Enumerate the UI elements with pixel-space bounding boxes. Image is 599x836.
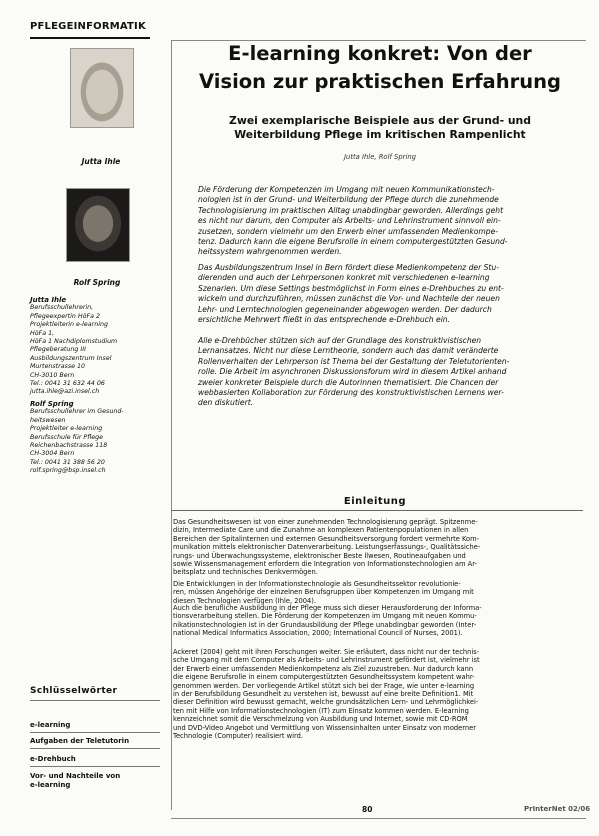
intro-text-line: nologien ist in der Grund- und Weiterbildung der Pflege durch die zunehmende <box>198 195 499 205</box>
intro-text-line: zusetzen, sondern vielmehr um den Erwerb einer umfassenden Medienkompe- <box>198 226 499 236</box>
intro-text-line: webbasierten Kollaboration zur Förderung des konstruktivistischen Lernens wer- <box>198 388 504 398</box>
section-heading: Einleitung <box>343 496 407 507</box>
keyword-divider <box>30 766 160 767</box>
body-paragraph-1 <box>173 518 583 577</box>
intro-text-line: Technologisierung im praktischen Alltag unabdingbar geworden. Allerdings geht <box>198 205 504 215</box>
intro-text-line: wickeln und durchzuführen, müssen zunächst die Vor- und Nachteile der neuen <box>198 294 500 304</box>
article-authors: Jutta Ihle, Rolf Spring <box>344 153 416 161</box>
keyword-item: Vor- und Nachteile von <box>30 772 121 780</box>
article-frame-left <box>171 40 172 810</box>
section-tag: PFLEGEINFORMATIK <box>30 21 146 32</box>
footer-rule <box>171 818 586 819</box>
page-number: 80 <box>362 805 373 814</box>
body-text-line: ren, müssen Angehörige der einzelnen Berufsgruppen über Kompetenzen im Umgang mit <box>173 588 474 597</box>
keyword-divider <box>30 748 160 749</box>
body-text-line: dizin, Intermediate Care und die Zunahme an komplexen Patientenpopulationen in allen <box>173 526 469 535</box>
article-subtitle <box>180 114 580 142</box>
body-text-line: national Medical Informatics Association, 2000; International Council of Nurses, 2001). <box>173 629 463 638</box>
intro-text-line: Die Förderung der Kompetenzen im Umgang mit neuen Kommunikationstech- <box>198 185 495 194</box>
bio-name: Jutta Ihle <box>30 296 67 304</box>
intro-paragraph-1 <box>198 185 582 258</box>
body-text-line: sche Umgang mit dem Computer als Arbeits- und Lehrinstrument gefördert ist, vielmehr ist <box>173 656 480 665</box>
bio-line: Berufsschullehrerin, <box>30 304 94 312</box>
bio-line: Tel.: 0041 31 632 44 06 <box>30 380 105 388</box>
keyword-item: e-learning <box>30 781 71 789</box>
intro-text-line: tenz. Dadurch kann die eigene Berufsrolle in einem computergestützten Gesund- <box>198 237 508 247</box>
body-text-line: ten mit Hilfe von Informationstechnologien (IT) zum Einsatz kommen werden. E-learning <box>173 706 469 715</box>
body-text-line: Bereichen der Spitalinternen und externen Gesundheitsversorgung fordert vermehrte Kom- <box>173 534 480 543</box>
body-text-line: und DVD-Video Angebot und Vermittlung von Wissensinhalten unter Einsatz von moderner <box>173 723 477 732</box>
keyword-divider <box>30 732 160 733</box>
body-text-line: Die Entwicklungen in der Informationstechnologie als Gesundheitssektor revolutionie- <box>173 580 461 588</box>
intro-text-line: Szenarien. Um diese Settings bestmöglichst in Form eines e-Drehbuches zu ent- <box>198 283 504 293</box>
journal-name: PrInterNet 02/06 <box>524 805 591 813</box>
intro-text-line: Alle e-Drehbücher stützen sich auf der Grundlage des konstruktivistischen <box>198 336 482 345</box>
intro-paragraph-2 <box>198 263 582 325</box>
bio-line: Berufsschullehrer im Gesund- <box>30 408 124 416</box>
bio-line: CH-3004 Bern <box>30 450 75 458</box>
bio-line: Murtenstrasse 10 <box>30 363 85 371</box>
bio-line: HöFa 1, <box>30 329 55 337</box>
bio-name: Rolf Spring <box>30 400 74 408</box>
bio-line: Pflegeexpertin HöFa 2 <box>30 312 100 320</box>
body-text-line: nikationstechnologien ist in der Grundausbildung der Pflege unabdingbar geworden (Inter- <box>173 620 477 629</box>
bio-line: jutta.ihle@azi.insel.ch <box>30 388 100 396</box>
article-title <box>180 40 580 96</box>
author-bio-2 <box>30 400 165 476</box>
author-bio-1 <box>30 296 165 397</box>
author-photo-rolf-spring <box>66 188 130 262</box>
bio-line: Projektleiter e-learning <box>30 425 103 433</box>
keywords-rule <box>30 700 160 701</box>
bio-line: HöFa 1 Nachdiplomstudium <box>30 338 118 346</box>
body-text-line: diesen Technologien verfügen (Ihle, 2004). <box>173 596 316 605</box>
body-text-line: genommen werden. Der vorliegende Artikel stützt sich bei der Frage, wie unter e-learning <box>173 681 475 690</box>
body-text-line: munikation mittels elektronischer Datenverarbeitung. Leistungserfassungs-, Qualitätssiche- <box>173 543 481 552</box>
body-text-line: die eigene Berufsrolle in einem computergestützten Gesundheitssystem kompetent wahr- <box>173 673 475 682</box>
intro-text-line: Das Ausbildungszentrum Insel in Bern fördert diese Medienkompetenz der Stu- <box>198 263 499 272</box>
body-paragraph-4 <box>173 648 583 740</box>
subtitle-line-1: Zwei exemplarische Beispiele aus der Grund- und <box>229 114 531 127</box>
body-text-line: rungs- und Überwachungssysteme, elektronischer Beste llwesen, Routineaufgaben und <box>173 551 466 560</box>
photo-caption-2: Rolf Spring <box>73 278 121 287</box>
body-text-line: sowie Wissensmanagement erfordern die Integration von Informationstechnologien am Ar- <box>173 560 477 569</box>
author-photo-jutta-ihle <box>70 48 134 128</box>
section-heading-rule <box>171 510 583 511</box>
section-tag-rule <box>30 37 150 39</box>
body-paragraph-3 <box>173 604 583 638</box>
keyword-item: e-learning <box>30 721 71 729</box>
body-text-line: tionsverarbeitung stellen. Die Förderung der Kompetenzen im Umgang mit neuen Kommu- <box>173 612 477 621</box>
body-text-line: Technologie (Computer) realisiert wird. <box>173 732 304 741</box>
body-text-line: dieser Definition wird bewusst gemacht, welche grundsätzlichen Lern- und Lehrmöglichkei- <box>173 698 479 707</box>
bio-line: CH-3010 Bern <box>30 371 75 379</box>
bio-line: Pflegeberatung III <box>30 346 86 354</box>
intro-text-line: rolle. Die Arbeit im asynchronen Diskussionsforum wird in diesem Artikel anhand <box>198 367 507 377</box>
intro-text-line: dierenden und auch der Lehrpersonen konkret mit verschiedenen e-learning <box>198 273 490 283</box>
body-text-line: Ackeret (2004) geht mit ihren Forschungen weiter. Sie erläutert, dass nicht nur der technis- <box>173 648 480 656</box>
body-text-line: kennzeichnet somit die Verschmelzung von Ausbildung und Internet, sowie mit CD-ROM <box>173 715 468 724</box>
intro-text-line: ersichtliche Mehrwert fließt in das entsprechende e-Drehbuch ein. <box>198 315 451 325</box>
body-text-line: in der Berufsbildung Gesundheit zu verstehen ist, bewusst auf eine breite Definition1. Mit <box>173 690 474 699</box>
body-text-line: beitsplatz und technisches Denkvermögen. <box>173 568 318 577</box>
intro-paragraph-3 <box>198 336 582 409</box>
keyword-item: e-Drehbuch <box>30 755 76 763</box>
keywords-title: Schlüsselwörter <box>30 686 118 696</box>
title-line-2: Vision zur praktischen Erfahrung <box>199 70 561 93</box>
bio-line: rolf.spring@bsp.insel.ch <box>30 467 106 475</box>
body-text-line: der Erwerb einer umfassenden Medienkompetenz als Ziel zuzustreben. Nur dadurch kann <box>173 664 474 673</box>
bio-line: Ausbildungszentrum Insel <box>30 354 112 362</box>
intro-text-line: zweier konkreter Beispiele durch die Autorinnen thematisiert. Die Chancen der <box>198 377 499 387</box>
bio-line: Projektleiterin e-learning <box>30 321 108 329</box>
intro-text-line: Lernansatzes. Nicht nur diese Lerntheorie, sondern auch das damit veränderte <box>198 346 499 356</box>
title-line-1: E-learning konkret: Von der <box>228 42 532 65</box>
bio-line: Reichenbachstrasse 118 <box>30 442 108 450</box>
body-text-line: Auch die berufliche Ausbildung in der Pflege muss sich dieser Herausforderung der Informa- <box>173 604 482 612</box>
intro-text-line: Rollenverhalten der Lehrperson ist Thema bei der Gestaltung der Teletutorienten- <box>198 356 510 366</box>
intro-text-line: es nicht nur darum, den Computer als Arbeits- und Lehrinstrument sinnvoll ein- <box>198 216 501 226</box>
keyword-item: Aufgaben der Teletutorin <box>30 737 130 745</box>
intro-text-line: heitssystem wahrgenommen werden. <box>198 247 342 257</box>
intro-text-line: Lehr- und Lerntechnologien gegeneinander abgewogen werden. Der dadurch <box>198 304 492 314</box>
photo-caption-1: Jutta Ihle <box>81 157 121 166</box>
bio-line: Berufsschule für Pflege <box>30 433 104 441</box>
intro-text-line: den diskutiert. <box>198 398 254 408</box>
body-paragraph-2 <box>173 580 583 605</box>
subtitle-line-2: Weiterbildung Pflege im kritischen Rampenlicht <box>234 128 526 141</box>
body-text-line: Das Gesundheitswesen ist von einer zunehmenden Technologisierung geprägt. Spitzenme- <box>173 518 478 526</box>
bio-line: heitswesen <box>30 416 66 424</box>
bio-line: Tel.: 0041 31 388 56 20 <box>30 458 105 466</box>
